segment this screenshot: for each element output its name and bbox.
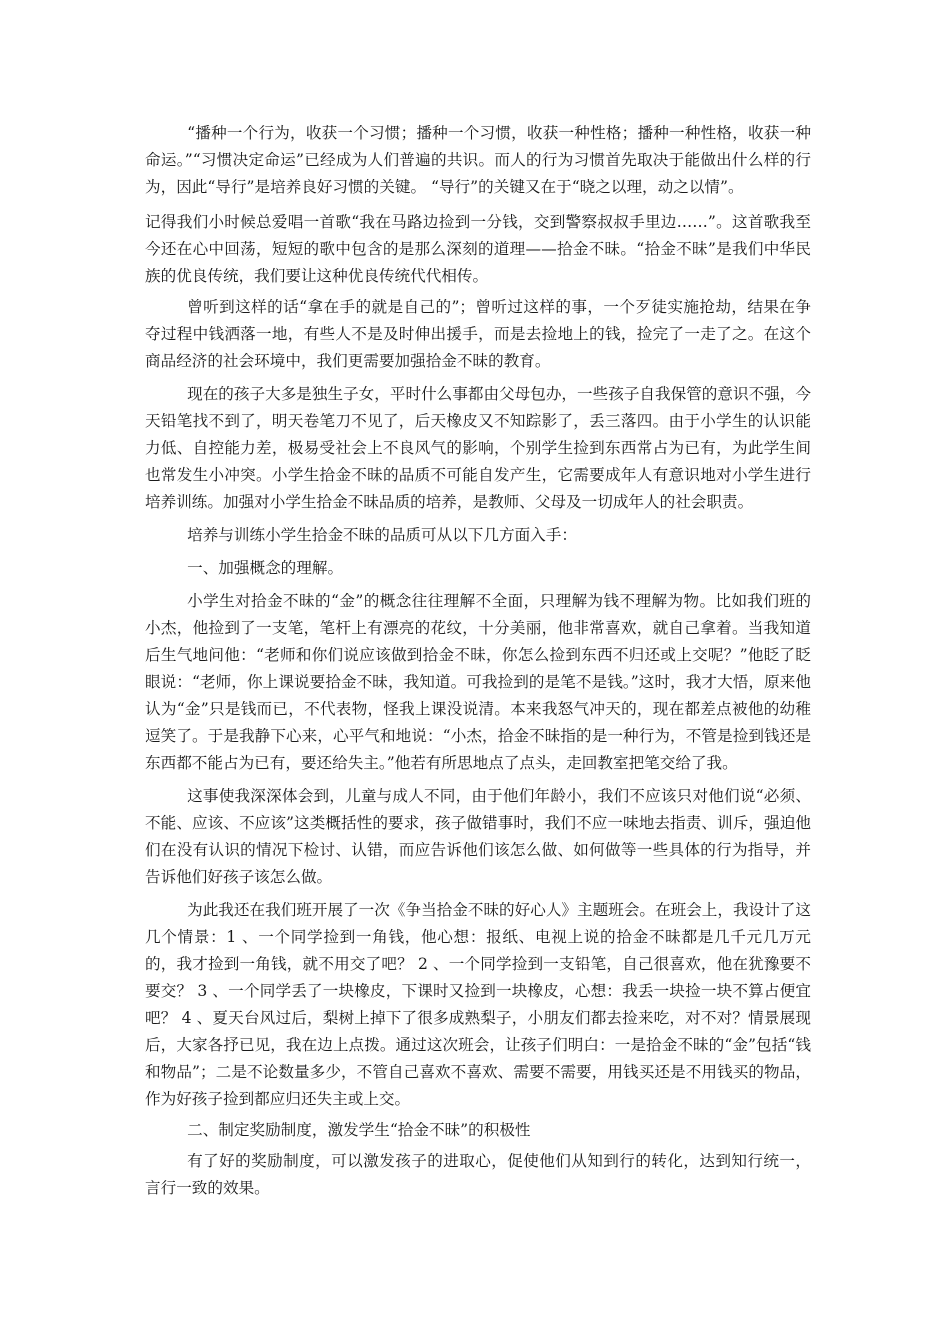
paragraph-robbery-story: 曾听到这样的话“拿在手的就是自己的”；曾听过这样的事，一个歹徒实施抢劫，结果在争夺过程中钱洒落一地，有些人不是及时伸出援手，而是去捡地上的钱，捡完了一走了之。在这个商品经济的社会环境中，我们更需要加强拾金不昧的教育。 bbox=[145, 298, 811, 370]
paragraph-reward-system: 有了好的奖励制度，可以激发孩子的进取心，促使他们从知到行的转化，达到知行统一， 言行一致的效果。 bbox=[145, 1152, 816, 1197]
paragraph-approach-intro: 培养与训练小学生拾金不昧的品质可从以下几方面入手： bbox=[187, 526, 577, 544]
paragraph-class-meeting: 为此我还在我们班开展了一次《争当拾金不昧的好心人》主题班会。在班会上，我设计了这几个情景：1 、一个同学捡到一角钱，他心想：报纸、电视上说的拾金不昧都是几千元几万元的，我才捡到一角钱，就不用交了吧？ 2 、一个同学捡到一支铅笔，自己很喜欢，他在犹豫要不要交？ 3 、一个同学丢了一块橡皮，下课时又捡到一块橡皮，心想：我丢一块捡一块不算占便宜吧？ 4 、夏天台风过后，梨树上掉下了很多成熟梨子，小朋友们都去捡来吃，对不对？情景展现后，大家各抒已见，我在边上点拨。通过这次班会，让孩子们明白：一是拾金不昧的“金”包括“钱和物品”；二是不论数量多少，不管自己喜欢不喜欢、需要不需要，用钱买还是不用钱买的物品，作为好孩子捡到都应归还失主或上交。 bbox=[145, 901, 811, 1108]
section-heading-two: 二、制定奖励制度，激发学生“拾金不昧”的积极性 bbox=[187, 1121, 531, 1139]
paragraph-only-children: 现在的孩子大多是独生子女，平时什么事都由父母包办，一些孩子自我保管的意识不强，今天铅笔找不到了，明天卷笔刀不见了，后天橡皮又不知踪影了，丢三落四。由于小学生的认识能力低、自控能力差，极易受社会上不良风气的影响，个别学生捡到东西常占为已有，为此学生间也常发生小冲突。小学生拾金不昧的品质不可能自发产生，它需要成年人有意识地对小学生进行培养训练。加强对小学生拾金不昧品质的培养，是教师、父母及一切成年人的社会职责。 bbox=[145, 385, 811, 511]
paragraph-reflection: 这事使我深深体会到，儿童与成人不同，由于他们年龄小，我们不应该只对他们说“必须、不能、应该、不应该”这类概括性的要求，孩子做错事时，我们不应一味地去指责、训斥，强迫他们在没有认识的情况下检讨、认错，而应告诉他们该怎么做、如何做等一些具体的行为指导，并告诉他们好孩子该怎么做。 bbox=[145, 787, 811, 886]
document-body bbox=[145, 120, 816, 1202]
paragraph-song-memory: 记得我们小时候总爱唱一首歌“我在马路边捡到一分钱，交到警察叔叔手里边……”。这首歌我至今还在心中回荡，短短的歌中包含的是那么深刻的道理——拾金不昧。“拾金不昧”是我们中华民族的优良传统，我们要让这种优良传统代代相传。 bbox=[145, 213, 811, 285]
paragraph-xiaojie-story: 小学生对拾金不昧的“金”的概念往往理解不全面，只理解为钱不理解为物。比如我们班的小杰，他捡到了一支笔，笔杆上有漂亮的花纹，十分美丽，他非常喜欢，就自己拿着。当我知道后生气地问他：“老师和你们说应该做到拾金不昧，你怎么捡到东西不归还或上交呢？”他眨了眨眼说：“老师，你上课说要拾金不昧，我知道。可我捡到的是笔不是钱。”这时，我才大悟，原来他认为“金”只是钱而已，不代表物，怪我上课没说清。本来我怒气冲天的，现在都差点被他的幼稚逗笑了。于是我静下心来，心平气和地说：“小杰，拾金不昧指的是一种行为，不管是捡到钱还是东西都不能占为已有，要还给失主。”他若有所思地点了点头，走回教室把笔交给了我。 bbox=[145, 592, 811, 772]
paragraph-habit-quote: “播种一个行为，收获一个习惯；播种一个习惯，收获一种性格；播种一种性格，收获一种命运。”“习惯决定命运”已经成为人们普遍的共识。而人的行为习惯首先取决于能做出什么样的行为，因此“导行”是培养良好习惯的关键。 “导行”的关键又在于“晓之以理，动之以情”。 bbox=[145, 124, 811, 196]
section-heading-one: 一、加强概念的理解。 bbox=[187, 559, 344, 577]
